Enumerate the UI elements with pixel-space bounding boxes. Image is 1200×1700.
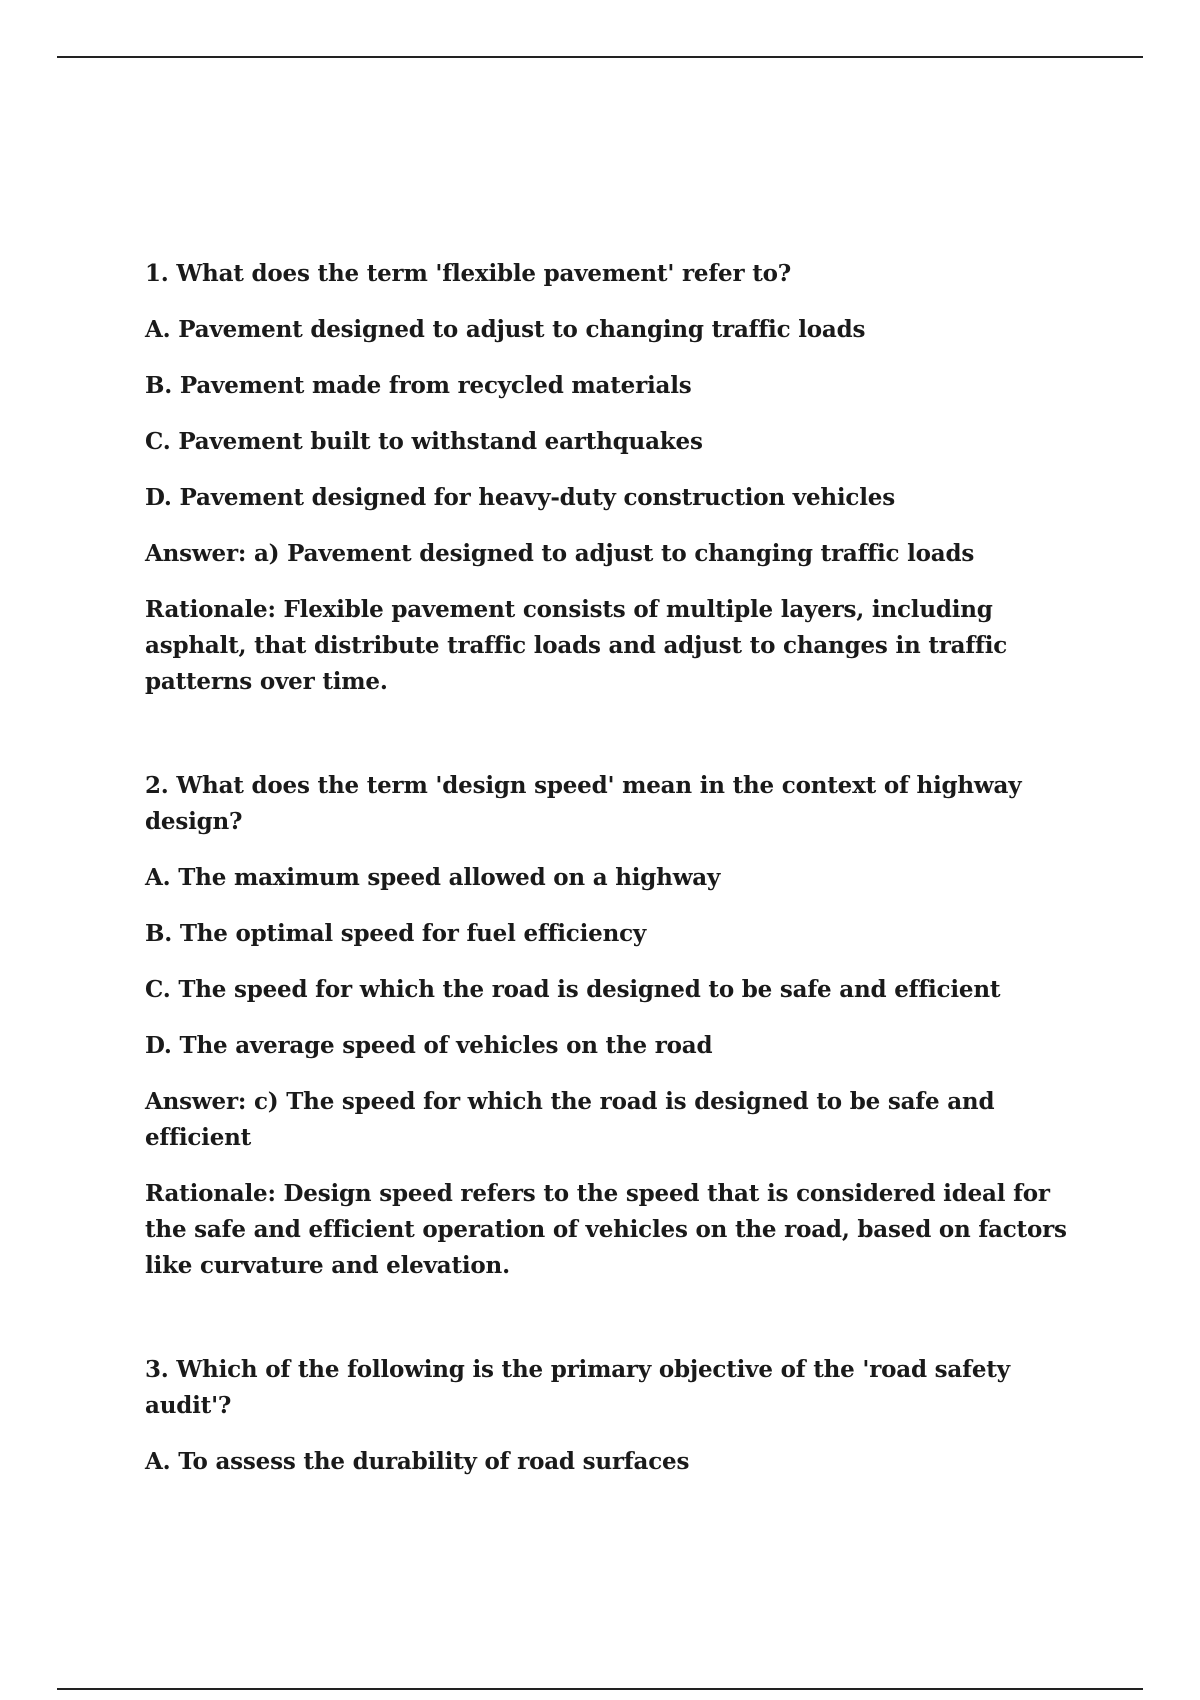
question-text: 1. What does the term 'flexible pavement' refer to? — [145, 260, 792, 287]
option-d: D. Pavement designed for heavy-duty construction vehicles — [145, 484, 895, 511]
page-content — [145, 256, 1080, 1480]
question-block-2 — [145, 768, 1080, 1284]
answer-text: Answer: a) Pavement designed to adjust to changing traffic loads — [145, 540, 975, 567]
rationale-text: Rationale: Design speed refers to the speed that is considered ideal for the safe and efficient operation of vehicles on the road, based on factors like curvature and elevation. — [145, 1180, 1067, 1279]
question-block-3 — [145, 1352, 1080, 1480]
question-text: 3. Which of the following is the primary objective of the 'road safety audit'? — [145, 1356, 1010, 1419]
option-b: B. Pavement made from recycled materials — [145, 372, 692, 399]
option-c: C. The speed for which the road is designed to be safe and efficient — [145, 976, 1001, 1003]
question-text: 2. What does the term 'design speed' mean in the context of highway design? — [145, 772, 1022, 835]
option-d: D. The average speed of vehicles on the road — [145, 1032, 713, 1059]
option-c: C. Pavement built to withstand earthquakes — [145, 428, 703, 455]
option-a: A. The maximum speed allowed on a highway — [145, 864, 721, 891]
header-rule — [57, 56, 1143, 58]
rationale-text: Rationale: Flexible pavement consists of multiple layers, including asphalt, that distribute traffic loads and adjust to changes in traffic patterns over time. — [145, 596, 1008, 695]
question-block-1 — [145, 256, 1080, 700]
footer-rule — [57, 1688, 1143, 1690]
answer-text: Answer: c) The speed for which the road is designed to be safe and efficient — [145, 1088, 995, 1151]
option-b: B. The optimal speed for fuel efficiency — [145, 920, 647, 947]
option-a: A. Pavement designed to adjust to changing traffic loads — [145, 316, 866, 343]
option-a: A. To assess the durability of road surfaces — [145, 1448, 690, 1475]
